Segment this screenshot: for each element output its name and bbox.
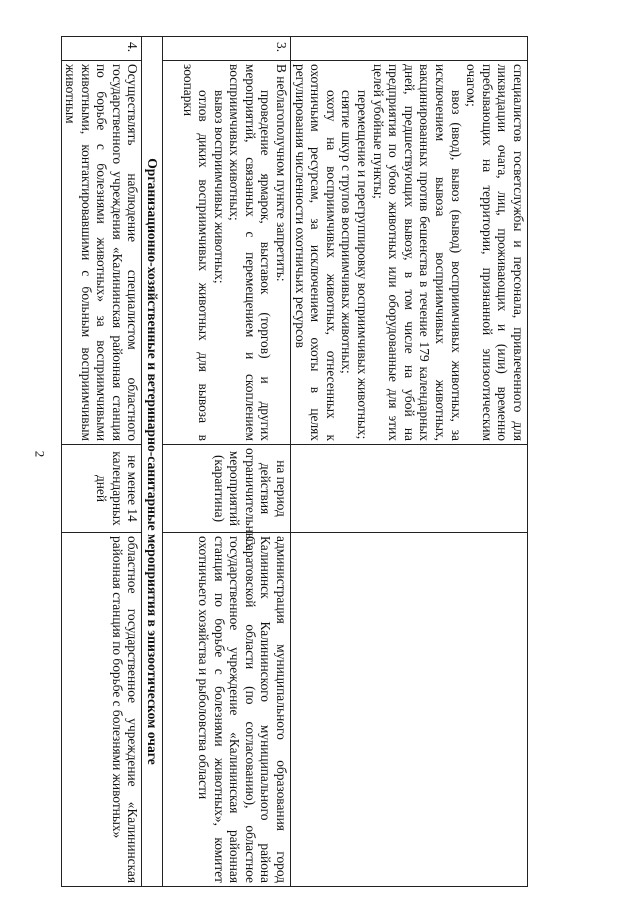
measure-line: вывоз восприимчивых животных; xyxy=(211,90,227,284)
measures-cell xyxy=(291,61,528,445)
measure-line: охоту на восприимчивых животных, отнесенных к охотничьим ресурсам, за исключением охоты в целях регулирования численности охотничьих ресурсов xyxy=(292,64,339,441)
page-number: 2 xyxy=(32,450,48,458)
term-cell xyxy=(291,445,528,533)
responsible-cell: областное государственное учреждение «Калининская районная станция по борьбе с болезнями животных» xyxy=(61,533,142,887)
measure-line: ввоз (ввод), вывоз (вывод) восприимчивых животных, за исключением вывоза восприимчивых животных, вакцинированных против бешенства в течение 179 календарных дней, предшествующих вывозу, в том числе на убой на предприятия по убою животных или оборудованные для этих целей убойные пункты; xyxy=(370,64,464,441)
row-number-cell: 4. xyxy=(61,37,142,61)
responsible-cell: администрация муниципального образования город Калининск Калининского муниципального района Саратовской области (по согласованию), областное государственное учреждение «Калининская районная станция по борьбе с болезнями животных», комитет охотничьего хозяйства и рыболовства области xyxy=(163,533,291,887)
measures-cell xyxy=(163,61,291,445)
measures-cell: Осуществлять наблюдение специалистом областного государственного учреждения «Калининская районная станция по борьбе с болезнями животных» за восприимчивыми животными, контактировавшими с больным восприимчивым животным xyxy=(61,61,142,445)
table-row xyxy=(163,37,291,887)
measure-line: снятие шкур с трупов восприимчивых животных; xyxy=(339,90,355,374)
term-cell: не менее 14 календарных дней xyxy=(61,445,142,533)
measure-line: отлов диких восприимчивых животных для вывоза в зоопарки xyxy=(180,64,212,441)
row-number-cell: 3. xyxy=(163,37,291,61)
section-row xyxy=(142,37,163,887)
measure-line: перемещение и перегруппировку восприимчивых животных; xyxy=(355,90,371,440)
term-cell: на период действия ограничительных мероприятий (карантина) xyxy=(163,445,291,533)
table-row xyxy=(291,37,528,887)
section-title: Организационно-хозяйственные и ветеринарно-санитарные мероприятия в эпизоотическом очаге xyxy=(142,37,163,887)
measure-line: проведение ярмарок, выставок (торгов) и других мероприятий, связанных с перемещением и скоплением восприимчивых животных; xyxy=(227,64,274,441)
row-number-cell xyxy=(291,37,528,61)
responsible-cell xyxy=(291,533,528,887)
measure-line: специалистов госветслужбы и персонала, привлеченного для ликвидации очага, лиц, проживающих и (или) временно пребывающих на территории, признанной эпизоотическим очагом; xyxy=(464,64,526,441)
measures-table xyxy=(61,36,528,887)
rotated-table-wrapper xyxy=(63,36,528,886)
table-row xyxy=(61,37,142,887)
measure-line: В неблагополучном пункте запретить: xyxy=(274,64,290,282)
